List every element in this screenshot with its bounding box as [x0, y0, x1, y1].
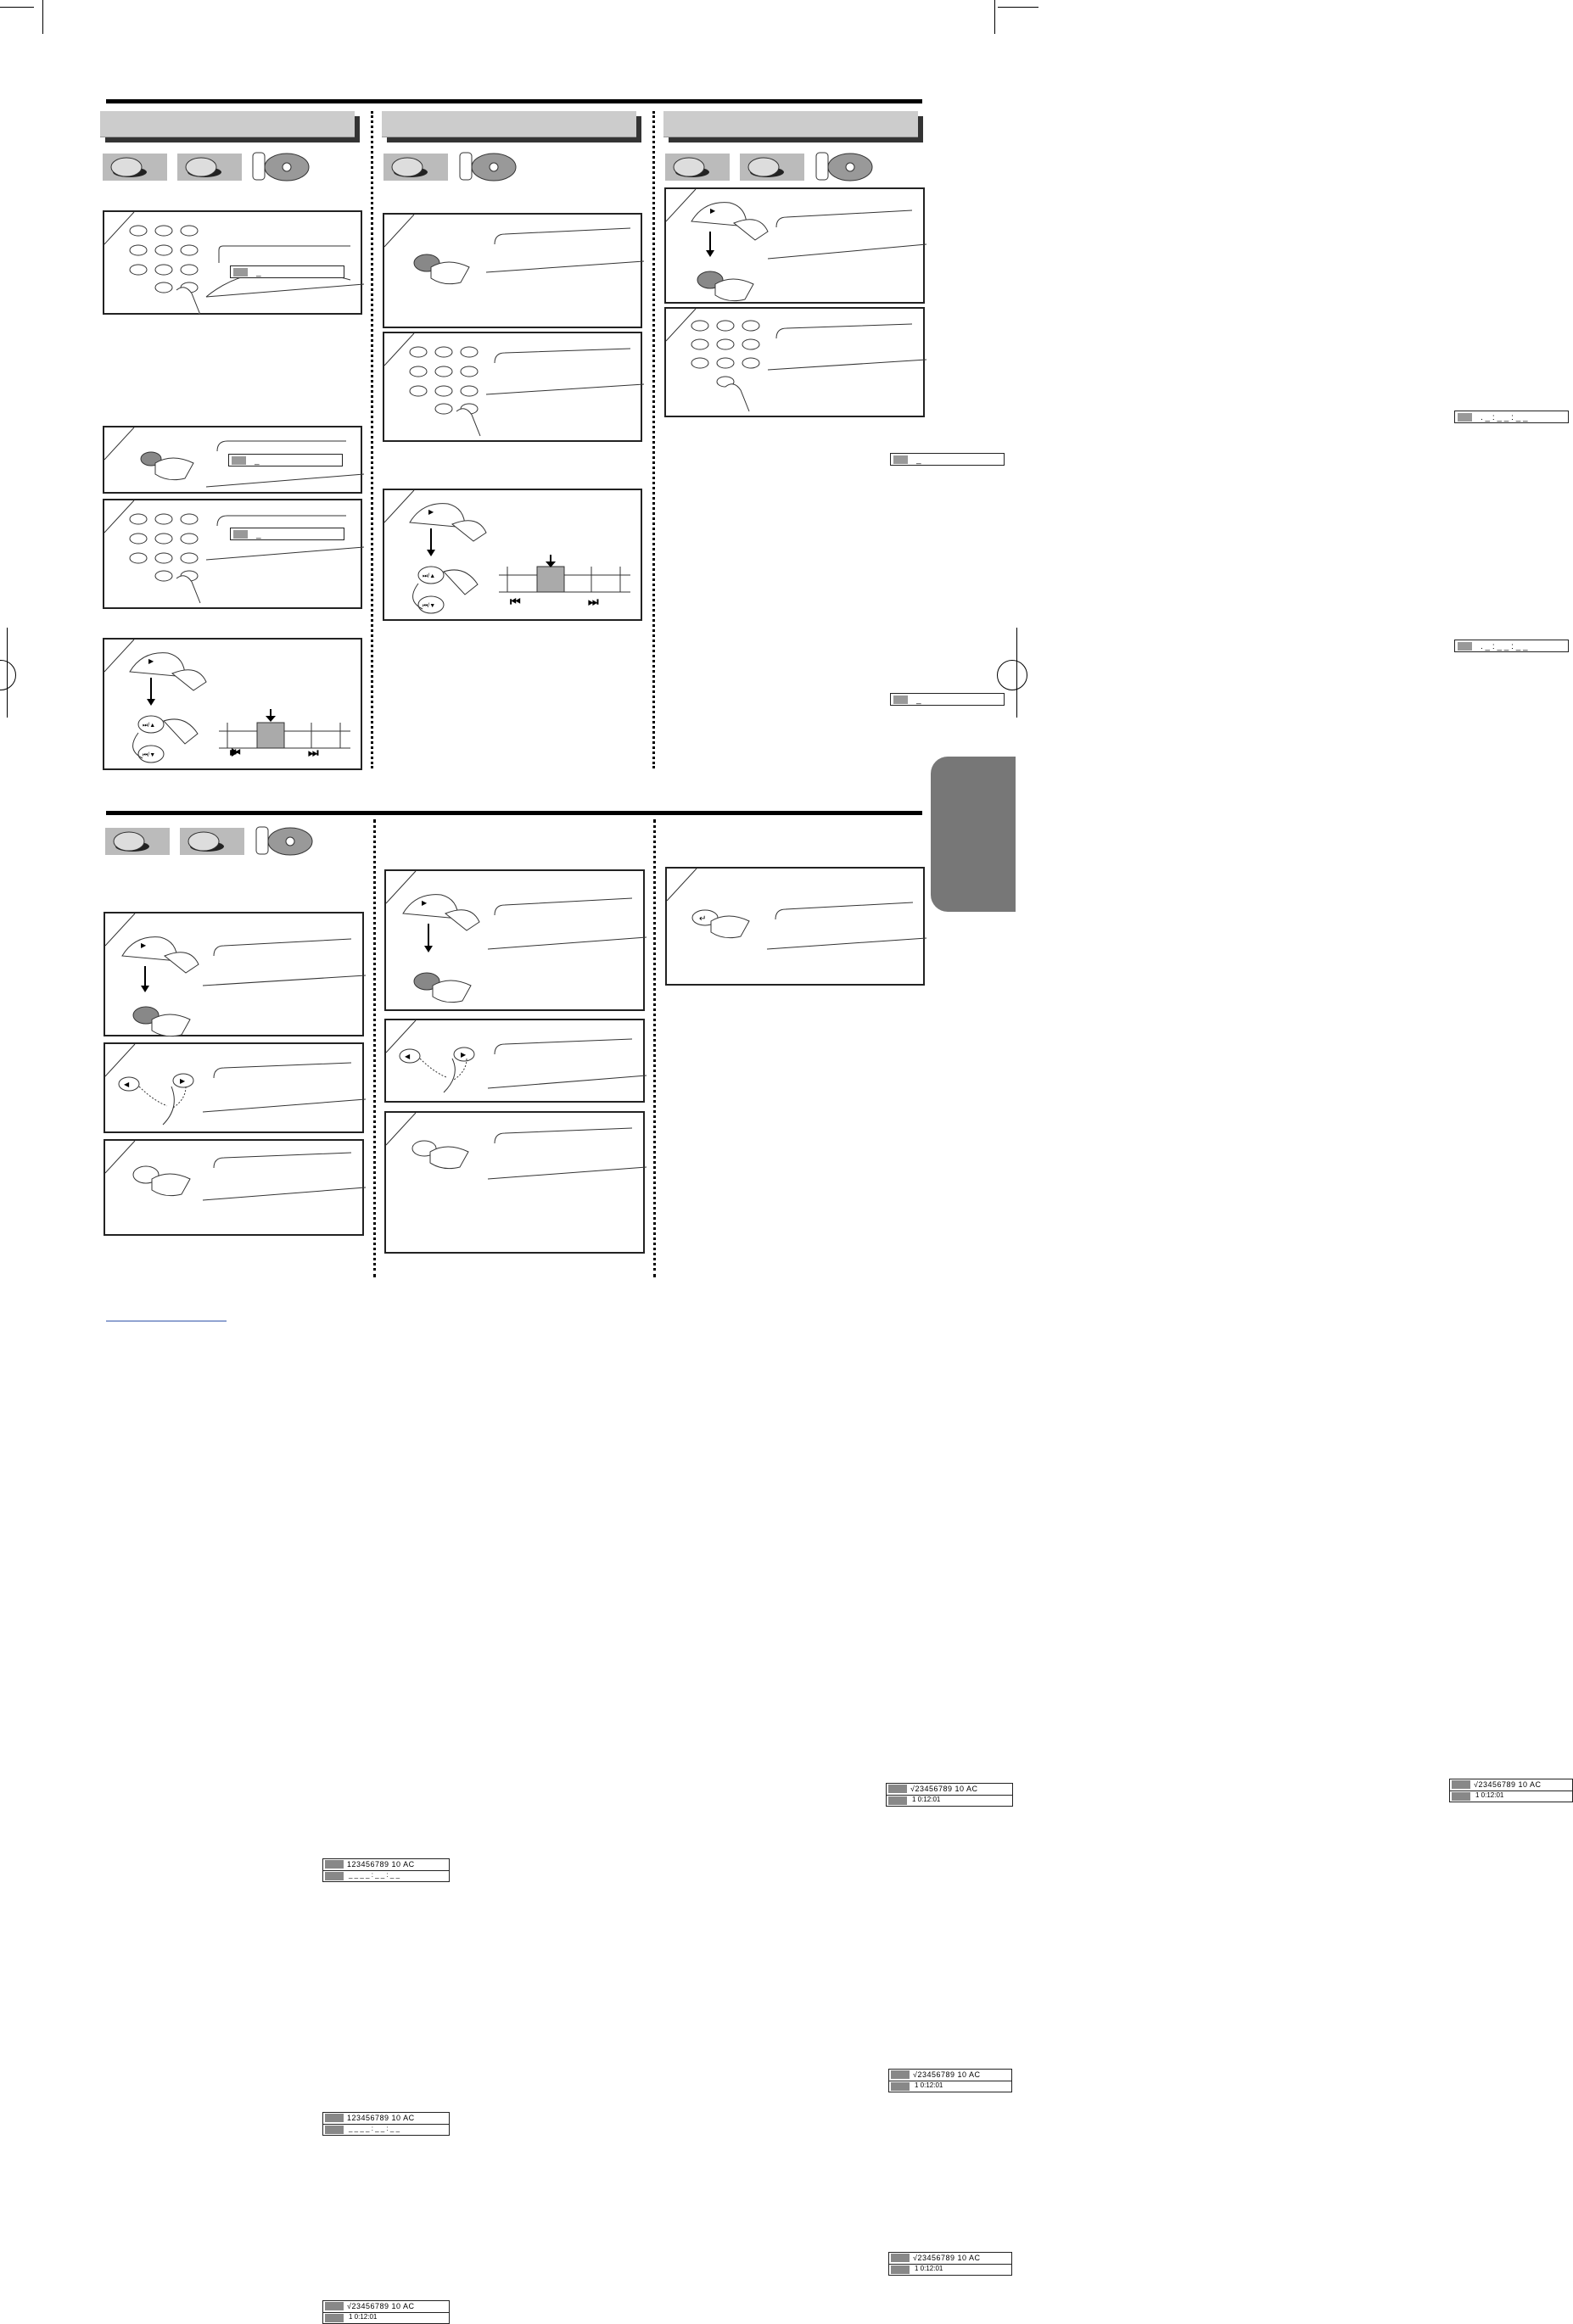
left-arrow-icon: ◀ [124, 1081, 130, 1088]
return-button-illustration [667, 869, 926, 987]
marker-illustration [386, 871, 647, 1013]
keypad-illustration [384, 333, 644, 444]
section-header-1 [100, 111, 355, 137]
skip-back-icon: ⏮/▼ [143, 752, 156, 758]
section-header-2 [382, 111, 636, 137]
step-box-marker-return [384, 869, 978, 1803]
column-divider [653, 819, 656, 1277]
section-header-3 [663, 111, 918, 137]
column-divider [373, 819, 376, 1277]
play-icon: ▶ [428, 508, 434, 516]
keypad-illustration [666, 309, 926, 419]
step-box-numeric-keypad [103, 210, 362, 315]
section-rule [106, 811, 922, 815]
osd-marker-exit: √23456789 10 AC 1 0:12:01 [1449, 1779, 1573, 1802]
enter-button-illustration [105, 1141, 366, 1237]
step-box-marker-select [104, 1042, 415, 2132]
step-box-marker-clear [384, 1111, 981, 2272]
skip-forward-icon: ⏭/▲ [143, 723, 156, 729]
keypad-illustration [104, 212, 364, 316]
step-box-marker-exit [665, 867, 1542, 1799]
osd-marker-select: 123456789 10 AC _ _ _ _ : _ _ : _ _ [322, 2112, 450, 2136]
cd-disc-icon [251, 151, 312, 187]
crop-mark [994, 0, 995, 34]
crop-mark [7, 628, 8, 718]
right-arrow-icon: ▶ [461, 1051, 467, 1059]
crop-mark [0, 7, 34, 8]
section-side-tab [931, 757, 1016, 912]
dvd-video-disc-icon [105, 828, 170, 855]
skip-back-icon: ⏮/▼ [423, 603, 436, 609]
cursor-buttons-illustration [386, 1020, 647, 1104]
step-box-skip [383, 489, 642, 621]
skip-forward-icon: ⏭/▲ [423, 573, 436, 579]
marker-illustration [105, 913, 366, 1038]
registration-mark [997, 660, 1027, 690]
prev-chapter-icon: ⏮ [230, 746, 241, 759]
right-arrow-icon: ▶ [180, 1077, 186, 1085]
dvd-video-disc-icon [103, 154, 167, 181]
dvd-disc-icon [177, 154, 242, 181]
time-search-illustration [666, 189, 926, 305]
step-box-time-search-button [664, 187, 1528, 422]
dvd-disc-icon [740, 154, 804, 181]
next-track-icon: ⏭ [588, 595, 599, 608]
osd-chapter-search: _ [228, 454, 343, 466]
dvd-video-disc-icon [665, 154, 730, 181]
skip-illustration [104, 640, 364, 772]
next-chapter-icon: ⏭ [308, 746, 319, 759]
osd-track-number: _ [890, 693, 1005, 706]
osd-chapter-number: _ [230, 528, 344, 540]
step-box-search-button [383, 213, 921, 465]
play-icon: ▶ [141, 941, 147, 949]
column-divider [371, 111, 373, 768]
osd-marker-setup: 123456789 10 AC _ _ _ _ : _ _ : _ _ [322, 1858, 450, 1882]
left-arrow-icon: ◀ [405, 1053, 411, 1060]
crop-mark [42, 0, 43, 34]
step-box-numeric-keypad-2 [103, 499, 362, 609]
search-button-illustration [384, 215, 644, 330]
dvd-disc-icon [180, 828, 244, 855]
osd-time-entry: . _ : _ _ : _ _ [1454, 640, 1569, 652]
cursor-buttons-illustration [105, 1044, 366, 1135]
step-box-marker-cursor [384, 1019, 981, 2089]
play-icon: ▶ [710, 207, 716, 215]
play-icon: ▶ [422, 899, 428, 907]
step-box-numeric-keypad [383, 332, 921, 705]
cd-disc-icon [814, 151, 876, 187]
clear-button-illustration [386, 1113, 647, 1255]
osd-marker-cursor: √23456789 10 AC 1 0:12:01 [888, 2069, 1012, 2092]
crop-mark [1016, 628, 1017, 718]
section-rule [106, 99, 922, 103]
dvd-video-disc-icon [383, 154, 448, 181]
cd-disc-icon [458, 151, 519, 187]
osd-marker-set: √23456789 10 AC 1 0:12:01 [322, 2300, 450, 2324]
column-divider [652, 111, 655, 768]
cd-disc-icon [255, 825, 316, 862]
prev-track-icon: ⏮ [510, 595, 521, 608]
osd-track-search: _ [890, 453, 1005, 466]
registration-mark [0, 660, 16, 690]
step-box-numeric-keypad [664, 307, 1528, 651]
osd-marker-clear: √23456789 10 AC 1 0:12:01 [888, 2252, 1012, 2276]
keypad-illustration [104, 500, 364, 611]
osd-time-search: . _ : _ _ : _ _ [1454, 411, 1569, 423]
step-box-search-button [103, 426, 362, 494]
step-box-marker-search [104, 912, 415, 1879]
return-icon: ↵ [699, 914, 707, 924]
step-box-skip [103, 638, 362, 770]
osd-track-search: _ [230, 265, 344, 278]
osd-marker-recall: √23456789 10 AC 1 0:12:01 [886, 1783, 1013, 1807]
play-icon: ▶ [148, 657, 154, 665]
crop-mark [998, 7, 1038, 8]
skip-illustration [384, 490, 644, 623]
